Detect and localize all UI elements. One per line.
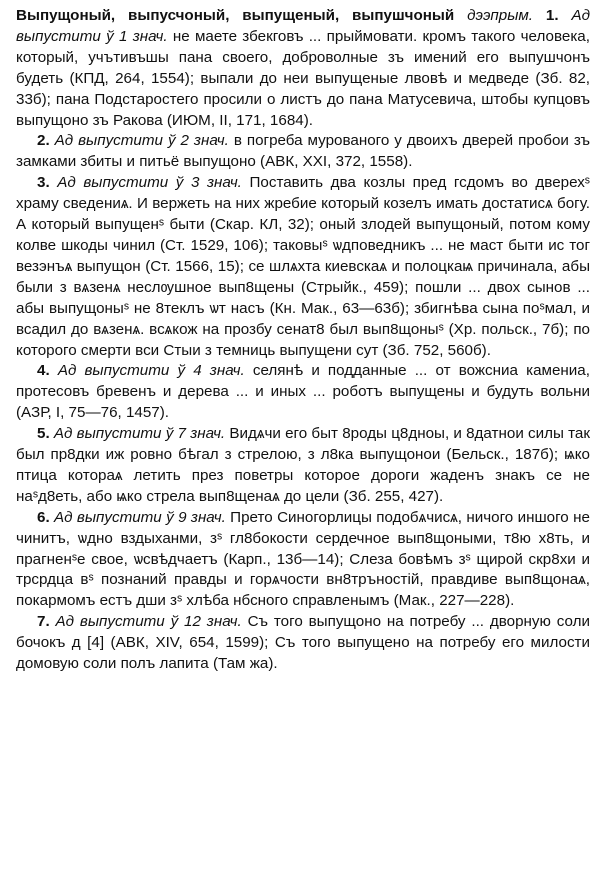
sense-text: в погреба мурованого у двоихъ дверей пробои зъ замками збиты и питьё выпущоно (АВК, XXI, 372, 1558). bbox=[16, 132, 590, 171]
sense-paragraph bbox=[16, 131, 590, 173]
sense-number: 1. bbox=[545, 7, 559, 24]
sense-label: Ад выпустити bbox=[55, 613, 165, 631]
sense-text: Поставить два козлы пред гсдомъ во дверехˢ храму сведениѧ. И вержеть на них жребие который козелъ имать достатисѧ богу. А который выпущенˢ быти (Скар. КЛ, 32); оный злодей выпущоный, потом кому колве шкоды чинил (Ст. 1529, 106); таковыˢ ѡдповедникъ ... не маст быти ис тог везэнъѧ выпущон (Ст. 1566, 15); се шлѧхта киевскаѧ и полоцкаѩ причинала, абы были з вѧзенѧ неслѹшное вып8щены (Стрыйк., 459); пошли ... двох сынов ... абы выпущоныˢ не 8теклъ ѡт насъ (Кн. Мак., 63—63б); збигнѣва сына поˢмал, и всадил до вѧзенѧ. всѧкож на прозбу сенат8 был вып8щоныˢ (Хр. польск., 7б); по которого смерти вси Стыи з темниць выпущени сут (Зб. 752, 560б). bbox=[16, 174, 590, 359]
entry-heading-paragraph bbox=[16, 6, 590, 131]
sense-label: Ад выпустити bbox=[53, 425, 162, 443]
headword: Выпущоный, выпусчоный, выпущеный, выпушчоный bbox=[16, 7, 455, 24]
sense-ref: ў 2 знач. bbox=[167, 132, 229, 150]
sense-number: 6. bbox=[37, 508, 50, 526]
sense-number: 5. bbox=[37, 425, 50, 443]
sense-paragraph bbox=[16, 173, 590, 361]
sense-label: Ад выпустити bbox=[54, 508, 162, 526]
sense-ref: ў 12 знач. bbox=[170, 613, 242, 631]
sense-number: 7. bbox=[37, 613, 50, 631]
sense-ref: ў 1 знач. bbox=[106, 27, 168, 45]
sense-text: не маете збекговъ ... прыймовати. кромъ такого человека, который, учътивъшы пана своего, доброволные зъ имений его выпушчонъ будеть (КПД, 264, 1554); выпали до неи выпущеные лвовѣ и медведе (Зб. 82, 33б); пана Подстаростего просили о листъ до пана Матусевича, штобы купцовъ выпущоно зъ Ракова (ИЮМ, II, 171, 1684). bbox=[16, 27, 590, 129]
sense-label: Ад выпустити bbox=[57, 174, 169, 192]
sense-label: Ад выпустити bbox=[16, 7, 590, 45]
sense-text: Съ того выпущоно на потребу ... дворную соли бочокъ д [4] (АВК, XIV, 654, 1599); Съ того выпущено на потребу его милости домовую соли полъ лапита (Там жа). bbox=[16, 613, 590, 673]
sense-text: Прето Синогорлицы подобѧчисѧ, ничого иншого не чинитъ, ѡдно вздыханми, зˢ гл8бокости сердечное вып8щоными, т8ю х8ть, и прагненˢе свое, ѡсвѣдчаетъ (Карп., 13б—14); Слеза бовѣмъ зˢ щирой скр8хи и трсрдца вˢ познаний правды и горѧчости вн8тръностій, правдиве вып8щонаѧ, покармомъ естъ дши зˢ хлѣба нбсного справленымъ (Мак., 227—228). bbox=[16, 508, 590, 610]
sense-number: 4. bbox=[37, 362, 50, 380]
sense-ref: ў 3 знач. bbox=[175, 174, 242, 192]
sense-text: селянѣ и подданные ... от вожсниа камениа, протесовъ бревенъ и дерева ... и иных ... роботъ выпущены и будуть вольни (АЗР, I, 75—76, 1457). bbox=[16, 362, 590, 422]
sense-number: 2. bbox=[37, 132, 50, 150]
sense-number: 3. bbox=[37, 174, 50, 192]
sense-text: Видѧчи его быт 8роды ц8дноы, и 8датнои силы так был пр8дки иж ровно бѣгал з стрелою, з л8ка выпущонои (Бельск., 187б); ѩко птица котораѧ летить през поветры которое дороги жаденъ знакъ се не наˢд8еть, або ѩко стрела вып8щенаѧ до цели (Зб. 255, 427). bbox=[16, 425, 590, 505]
sense-paragraph bbox=[16, 361, 590, 424]
sense-label: Ад выпустити bbox=[57, 362, 170, 380]
sense-paragraph bbox=[16, 508, 590, 613]
part-of-speech: дээпрым. bbox=[467, 7, 534, 24]
sense-label: Ад выпустити bbox=[54, 132, 163, 150]
sense-ref: ў 4 знач. bbox=[177, 362, 245, 380]
sense-paragraph bbox=[16, 612, 590, 675]
sense-ref: ў 7 знач. bbox=[165, 425, 226, 443]
sense-ref: ў 9 знач. bbox=[166, 508, 226, 526]
sense-paragraph bbox=[16, 424, 590, 508]
